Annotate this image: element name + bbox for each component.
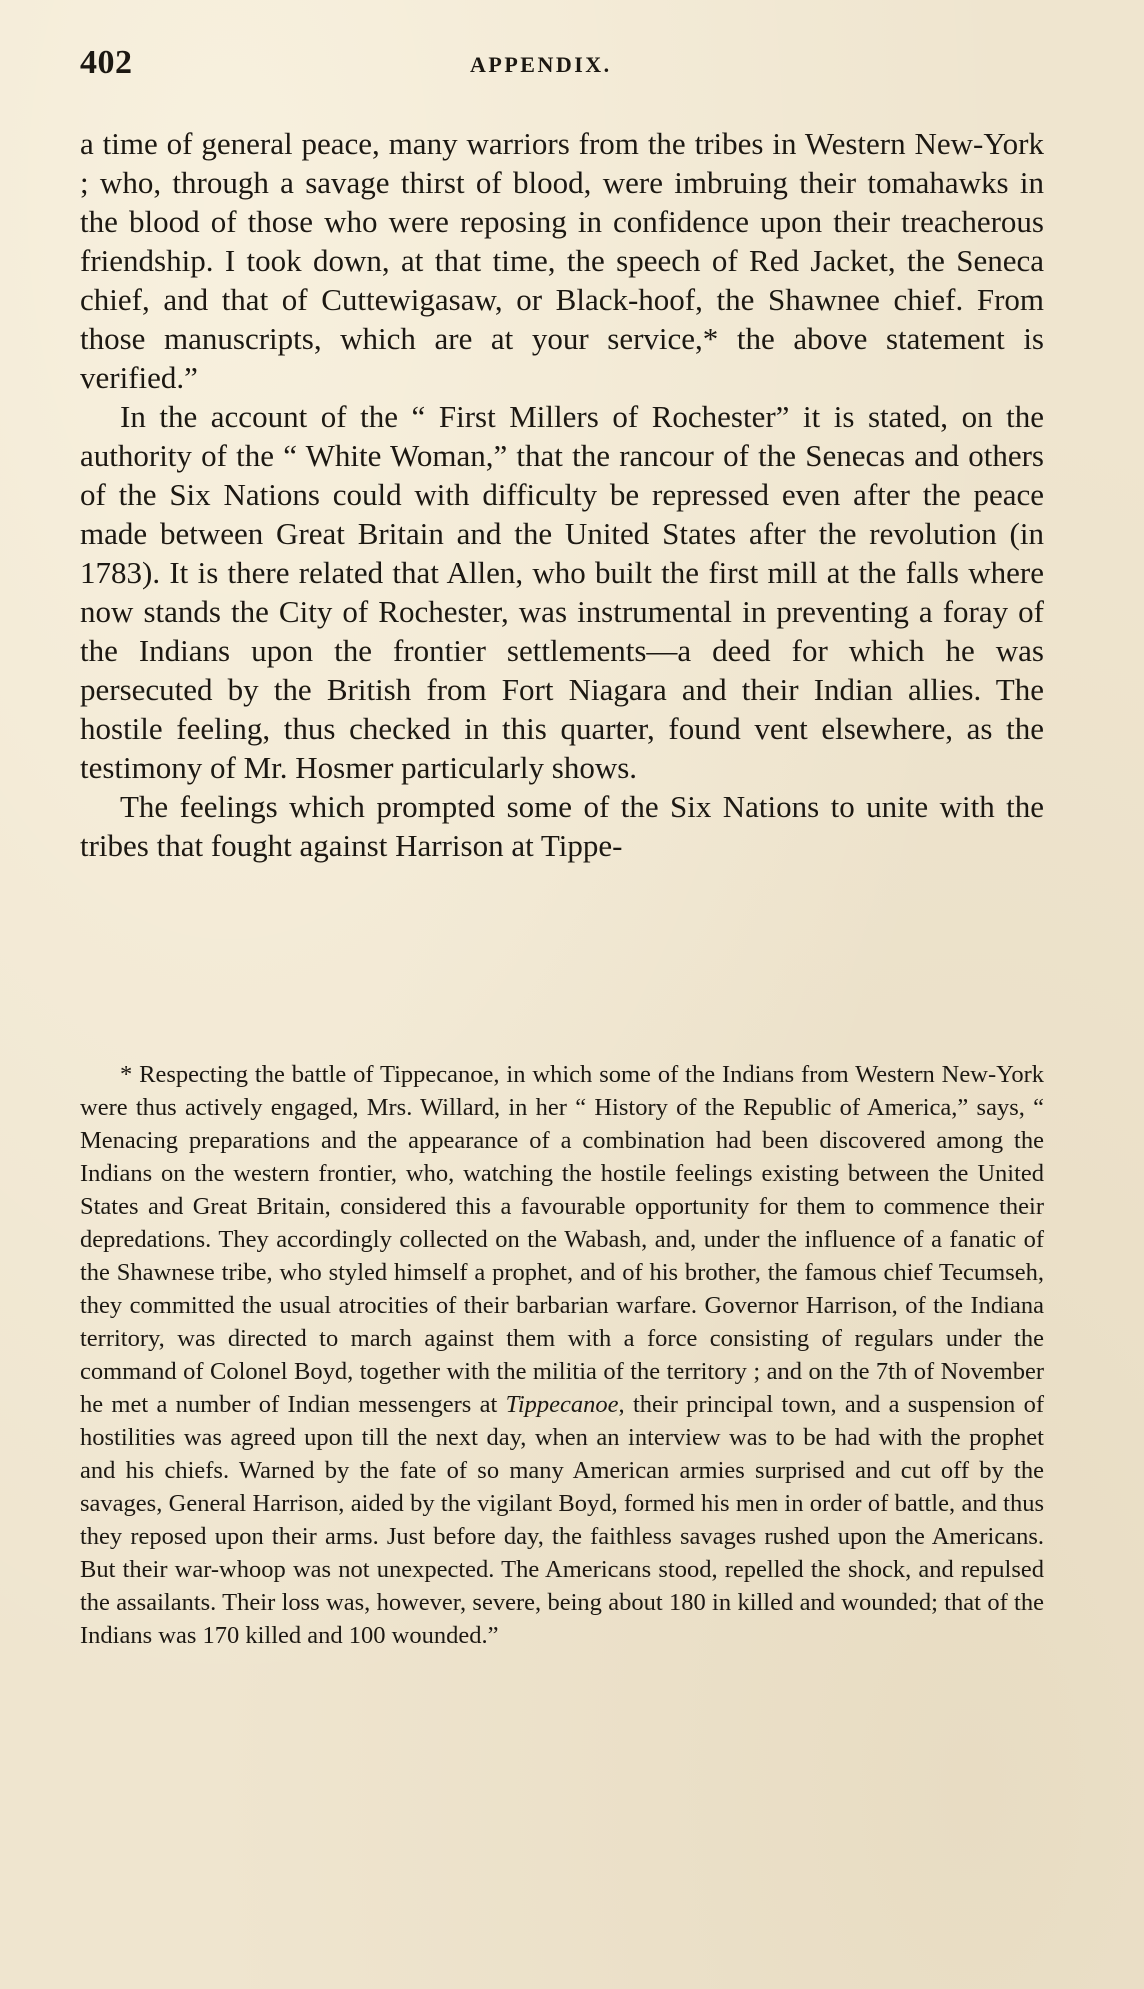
body-paragraph: The feelings which prompted some of the Six Nations to unite with the tribes that fought against Harrison at Tippe- xyxy=(80,789,1044,863)
footnote-text-end: , their principal town, and a suspension of hostilities was agreed upon till the next day, when an interview was to be had with the prophet and his chiefs. Warned by the fate of so many American armies surprised and cut off by the savages, General Harrison, aided by the vigilant Boyd, formed his men in order of battle, and thus they reposed upon their arms. Just before day, the faithless savages rushed upon the Americans. But their war-whoop was not unexpected. The Americans stood, repelled the shock, and repulsed the assailants. Their loss was, however, severe, being about 180 in killed and wounded; that of the Indians was 170 killed and 100 wounded.” xyxy=(80,1391,1045,1649)
book-page xyxy=(80,0,1044,1989)
footnote-text-start: * Respecting the battle of Tippecanoe, in which some of the Indians from Western New-York were thus actively engaged, Mrs. Willard, in her “ History of the Republic of America,” says, “ Menacing preparations and the appearance of a combination had been discovered among the Indians on the western frontier, who, watching the hostile feelings existing between the United States and Great Britain, considered this a favourable opportunity for them to commence their depredations. They accordingly collected on the Wabash, and, under the influence of a fanatic of the Shawnese tribe, who styled himself a prophet, and of his brother, the famous chief Tecumseh, they committed the usual atrocities of their barbarian warfare. Governor Harrison, of the Indiana territory, was directed to march against them with a force consisting of regulars under the command of Colonel Boyd, together with the militia of the territory ; and on the 7th of November he met a number of Indian messengers at xyxy=(80,1061,1044,1418)
running-head xyxy=(80,44,1044,84)
body-paragraph-continued: a time of general peace, many warriors from the tribes in Western New-York ; who, through a savage thirst of blood, were imbruing their tomahawks in the blood of those who were reposing in confidence upon their treacherous friendship. I took down, at that time, the speech of Red Jacket, the Seneca chief, and that of Cuttewigasaw, or Black-hoof, the Shawnee chief. From those manuscripts, which are at your service,* the above statement is verified.” xyxy=(80,126,1044,395)
running-head-title: APPENDIX. xyxy=(470,52,612,77)
footnote-italic-place: Tippecanoe xyxy=(505,1391,619,1418)
footnote-paragraph xyxy=(80,1058,1044,1652)
body-paragraph: In the account of the “ First Millers of Rochester” it is stated, on the authority of the “ White Woman,” that the rancour of the Senecas and others of the Six Nations could with difficulty be repressed even after the peace made between Great Britain and the United States after the revolution (in 1783). It is there related that Allen, who built the first mill at the falls where now stands the City of Rochester, was instrumental in preventing a foray of the Indians upon the frontier settlements—a deed for which he was persecuted by the British from Fort Niagara and their Indian allies. The hostile feeling, thus checked in this quarter, found vent elsewhere, as the testimony of Mr. Hosmer particularly shows. xyxy=(80,399,1044,785)
footnote xyxy=(80,1058,1044,1652)
main-text xyxy=(80,124,1044,865)
page-number: 402 xyxy=(80,44,133,81)
